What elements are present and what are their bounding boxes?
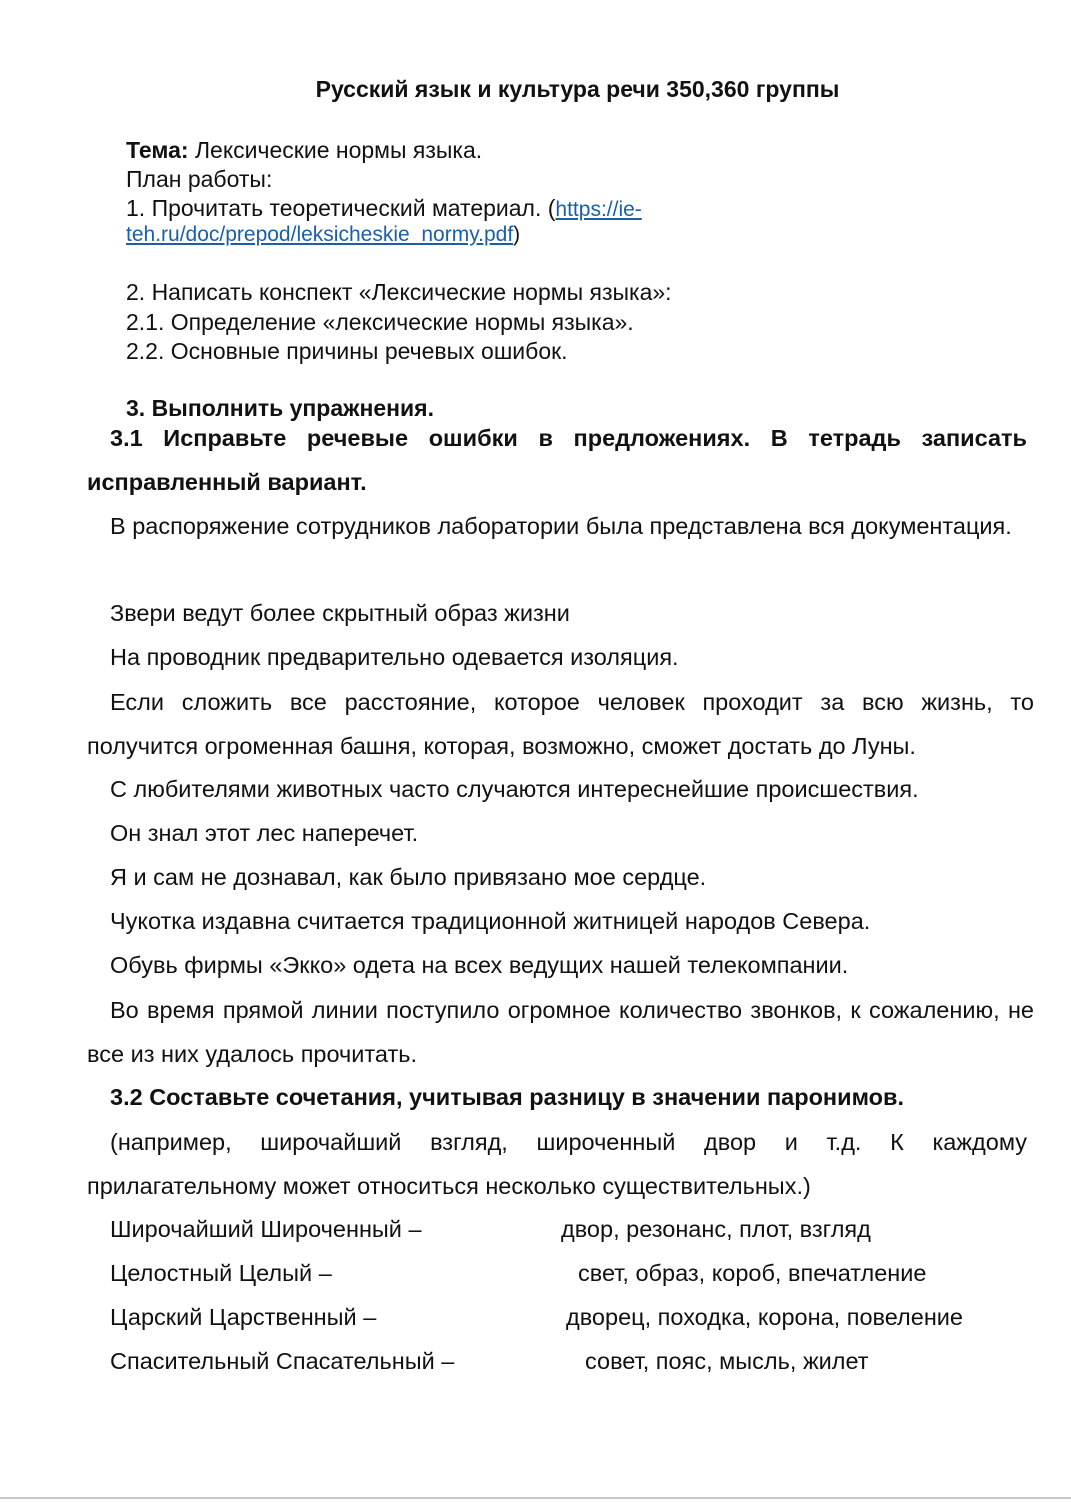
paronym-nouns-4: совет, пояс, мысль, жилет	[585, 1348, 869, 1374]
exercise-3-2-heading: 3.2 Составьте сочетания, учитывая разницу в значении паронимов.	[110, 1084, 904, 1110]
plan-step-1	[126, 194, 642, 223]
sentence-3: На проводник предварительно одевается изоляция.	[110, 644, 679, 670]
sentence-9: Обувь фирмы «Экко» одета на всех ведущих нашей телекомпании.	[110, 952, 849, 978]
topic-text: Лексические нормы языка.	[188, 137, 483, 163]
paronym-pair-2: Целостный Целый –	[110, 1260, 332, 1286]
sentence-7: Я и сам не дознавал, как было привязано мое сердце.	[110, 864, 707, 890]
sentence-1: В распоряжение сотрудников лаборатории была представлена вся документация.	[110, 513, 1012, 539]
theory-link-part-2[interactable]: teh.ru/doc/prepod/leksicheskie_normy.pdf	[126, 223, 514, 246]
plan-step-1-continued	[126, 222, 520, 248]
paronym-nouns-1: двор, резонанс, плот, взгляд	[561, 1216, 871, 1242]
paronym-pair-3: Царский Царственный –	[110, 1304, 377, 1330]
plan-step-2: 2. Написать конспект «Лексические нормы языка»:	[126, 279, 672, 305]
paronym-nouns-2: свет, образ, короб, впечатление	[578, 1260, 927, 1286]
sentence-5: С любителями животных часто случаются интереснейшие происшествия.	[110, 776, 919, 802]
page-bottom-divider	[0, 1497, 1071, 1499]
plan-step-3: 3. Выполнить упражнения.	[126, 395, 434, 421]
paronym-pair-4: Спасительный Спасательный –	[110, 1348, 455, 1374]
sentence-2: Звери ведут более скрытный образ жизни	[110, 600, 570, 626]
sentence-10: Во время прямой линии поступило огромное количество звонков, к сожалению, не все из них удалось прочитать.	[87, 997, 1034, 1067]
exercise-3-1-heading: 3.1 Исправьте речевые ошибки в предложениях. В тетрадь записать исправленный вариант.	[87, 425, 1027, 495]
plan-step-2-2: 2.2. Основные причины речевых ошибок.	[126, 338, 568, 364]
step-1-text: 1. Прочитать теоретический материал. (	[126, 195, 556, 221]
exercise-3-2-note: (например, широчайший взгляд, широченный двор и т.д. К каждому прилагательному может относиться несколько существительных.)	[87, 1129, 1027, 1199]
sentence-6: Он знал этот лес наперечет.	[110, 820, 419, 846]
theory-link-part-1[interactable]: https://ie-	[555, 198, 642, 221]
step-1-close: )	[513, 223, 521, 246]
plan-step-2-1: 2.1. Определение «лексические нормы языка».	[126, 309, 634, 335]
plan-label: План работы:	[126, 166, 273, 192]
topic-line	[126, 136, 482, 165]
topic-label: Тема:	[126, 137, 189, 163]
paronym-nouns-3: дворец, походка, корона, повеление	[566, 1304, 963, 1330]
document-title: Русский язык и культура речи 350,360 группы	[315, 76, 840, 102]
sentence-4: Если сложить все расстояние, которое человек проходит за всю жизнь, то получится огроменная башня, которая, возможно, сможет достать до Луны.	[87, 689, 1034, 759]
paronym-pair-1: Широчайший Широченный –	[110, 1216, 422, 1242]
sentence-8: Чукотка издавна считается традиционной житницей народов Севера.	[110, 908, 871, 934]
